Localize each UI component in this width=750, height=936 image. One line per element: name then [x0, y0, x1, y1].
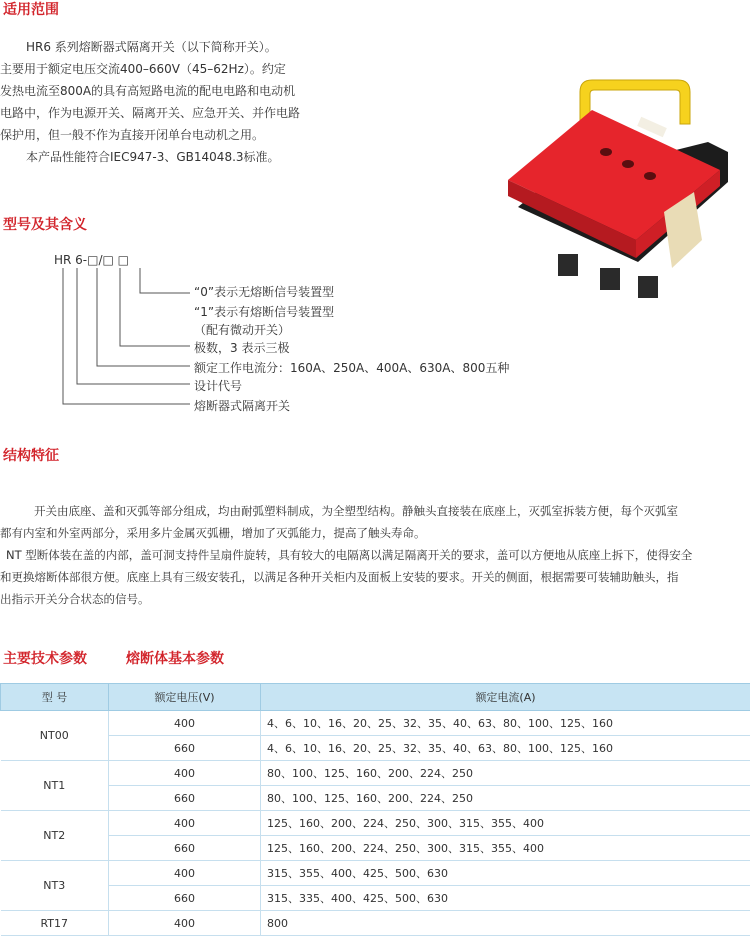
grip [600, 268, 620, 290]
voltage-cell: 660 [109, 736, 261, 761]
structure-line: 开关由底座、盖和灭弧等部分组成，均由耐弧塑料制成，为全塑型结构。静触头直接装在底座上，灭弧室拆装方便，每个灭弧室 [34, 504, 678, 518]
scope-line: 发热电流至800A的具有高短路电流的配电电路和电动机 [0, 84, 296, 98]
lid-hole [644, 172, 656, 180]
voltage-cell: 660 [109, 886, 261, 911]
voltage-cell: 660 [109, 786, 261, 811]
table-row [1, 911, 750, 936]
fuse-params-table [0, 683, 750, 936]
table-row [1, 761, 750, 786]
voltage-cell: 400 [109, 911, 261, 936]
scope-line: 电路中，作为电源开关、隔离开关、应急开关、并作电路 [0, 106, 301, 120]
table-row [1, 836, 750, 861]
model-explanation: 设计代号 [194, 379, 243, 393]
model-cell: NT00 [1, 711, 109, 761]
current-cell: 315、335、400、425、500、630 [261, 886, 750, 911]
voltage-cell: 660 [109, 836, 261, 861]
scope-paragraph [0, 36, 300, 168]
scope-heading: 适用范围 [3, 2, 59, 18]
structure-line: 出指示开关分合状态的信号。 [0, 592, 150, 606]
model-explanation: 熔断器式隔离开关 [194, 399, 291, 413]
current-cell: 125、160、200、224、250、300、315、355、400 [261, 836, 750, 861]
table-row [1, 886, 750, 911]
scope-line: 本产品性能符合IEC947-3、GB14048.3标准。 [26, 150, 280, 164]
table-row [1, 711, 750, 736]
fuse-params-heading: 熔断体基本参数 [126, 651, 224, 667]
model-cell: NT3 [1, 861, 109, 911]
header-model: 型 号 [1, 684, 109, 711]
voltage-cell: 400 [109, 811, 261, 836]
current-cell: 80、100、125、160、200、224、250 [261, 786, 750, 811]
current-cell: 80、100、125、160、200、224、250 [261, 761, 750, 786]
grip [638, 276, 658, 298]
voltage-cell: 400 [109, 861, 261, 886]
current-cell: 4、6、10、16、20、25、32、35、40、63、80、100、125、160 [261, 711, 750, 736]
model-code-diagram [40, 250, 560, 425]
table-row [1, 861, 750, 886]
model-explanation: “1”表示有熔断信号装置型 [194, 305, 335, 319]
model-explanation: 额定工作电流分：160A、250A、400A、630A、800五种 [194, 361, 510, 375]
structure-line: 和更换熔断体部很方便。底座上具有三级安装孔，以满足各种开关柜内及面板上安装的要求。开关的侧面，根据需要可装辅助触头，指 [0, 570, 679, 584]
structure-line: 都有内室和外室两部分，采用多片金属灭弧栅，增加了灭弧能力，提高了触头寿命。 [0, 526, 426, 540]
voltage-cell: 400 [109, 711, 261, 736]
current-cell: 125、160、200、224、250、300、315、355、400 [261, 811, 750, 836]
header-current: 额定电流(A) [261, 684, 750, 711]
model-explanation: 极数，3 表示三极 [194, 341, 290, 355]
model-heading: 型号及其含义 [3, 217, 87, 233]
scope-line: HR6 系列熔断器式隔离开关（以下简称开关）。 [26, 40, 277, 54]
lid-hole [600, 148, 612, 156]
model-cell: RT17 [1, 911, 109, 936]
current-cell: 315、355、400、425、500、630 [261, 861, 750, 886]
current-cell: 4、6、10、16、20、25、32、35、40、63、80、100、125、160 [261, 736, 750, 761]
scope-line: 主要用于额定电压交流400–660V（45–62Hz）。约定 [0, 62, 286, 76]
table-row [1, 736, 750, 761]
header-voltage: 额定电压(V) [109, 684, 261, 711]
table-row [1, 786, 750, 811]
scope-line: 保护用，但一般不作为直接开闭单台电动机之用。 [0, 128, 265, 142]
structure-heading: 结构特征 [3, 448, 59, 464]
voltage-cell: 400 [109, 761, 261, 786]
structure-paragraph [0, 500, 692, 610]
model-explanation: “0”表示无熔断信号装置型 [194, 285, 335, 299]
grip [558, 254, 578, 276]
model-cell: NT2 [1, 811, 109, 861]
tech-params-heading: 主要技术参数 [3, 651, 87, 667]
model-explanation: （配有微动开关） [194, 323, 291, 337]
structure-line: NT 型断体装在盖的内部，盖可洞支持件呈扇件旋转，具有较大的电隔离以满足隔离开关的要求，盖可以方便地从底座上拆下，使得安全 [6, 548, 693, 562]
lid-hole [622, 160, 634, 168]
table-row [1, 811, 750, 836]
model-code: HR 6-□/□ □ [54, 253, 130, 267]
model-cell: NT1 [1, 761, 109, 811]
table-header-row [1, 684, 750, 711]
current-cell: 800 [261, 911, 750, 936]
